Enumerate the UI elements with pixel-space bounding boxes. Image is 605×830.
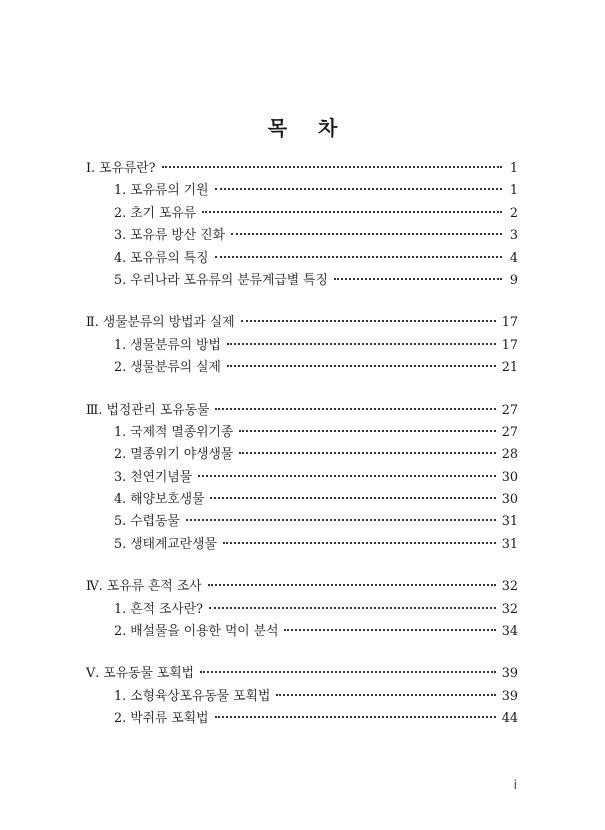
toc-entry-page: 34 xyxy=(501,624,518,640)
toc-subentry[interactable] xyxy=(86,180,518,202)
toc-entry-page: 27 xyxy=(501,424,518,440)
toc-entry-label: 5. 생태계교란생물 xyxy=(114,536,217,552)
toc-chapter-entry[interactable] xyxy=(86,158,518,180)
page-folio: i xyxy=(513,778,517,792)
toc-subentry[interactable] xyxy=(86,335,518,357)
toc-subentry[interactable] xyxy=(86,534,518,556)
toc-entry-page: 32 xyxy=(501,601,518,617)
toc-entry-label: Ⅴ. 포유동물 포획법 xyxy=(86,666,194,682)
toc-subentry[interactable] xyxy=(86,203,518,225)
toc-entry-label: 2. 생물분류의 실제 xyxy=(114,360,221,376)
toc-entry-label: Ⅳ. 포유류 흔적 조사 xyxy=(86,579,202,595)
dot-leader xyxy=(202,211,502,213)
toc-entry-page: 31 xyxy=(501,536,518,552)
toc-entry-label: 1. 흔적 조사란? xyxy=(114,601,204,617)
toc-entry-label: 2. 초기 포유류 xyxy=(114,205,197,221)
dot-leader xyxy=(210,497,495,499)
toc-subentry[interactable] xyxy=(86,708,518,730)
toc-entry-label: Ⅱ. 생물분류의 방법과 실제 xyxy=(86,315,235,331)
dot-leader xyxy=(215,188,502,190)
toc-section-2 xyxy=(86,312,518,379)
dot-leader xyxy=(227,365,496,367)
toc-entry-label: Ⅰ. 포유류란? xyxy=(86,161,156,176)
toc-entry-page: 30 xyxy=(501,469,518,485)
dot-leader xyxy=(208,584,496,586)
toc-entry-page: 21 xyxy=(501,360,518,376)
toc-entry-page: 17 xyxy=(501,337,518,353)
toc-entry-page: 2 xyxy=(509,205,518,221)
toc-section-3 xyxy=(86,400,518,557)
toc-entry-label: 5. 우리나라 포유류의 분류계급별 특징 xyxy=(114,272,328,288)
dot-leader xyxy=(215,256,502,258)
toc-entry-label: 4. 포유류의 특징 xyxy=(114,250,209,266)
toc-subentry[interactable] xyxy=(86,357,518,379)
toc-subentry[interactable] xyxy=(86,467,518,489)
toc-entry-page: 1 xyxy=(509,161,518,176)
toc-subentry[interactable] xyxy=(86,270,518,292)
toc-entry-page: 39 xyxy=(501,666,518,682)
dot-leader xyxy=(334,278,502,280)
dot-leader xyxy=(215,408,495,410)
dot-leader xyxy=(186,519,496,521)
toc-section-1 xyxy=(86,158,518,292)
toc-chapter-entry[interactable] xyxy=(86,576,518,598)
dot-leader xyxy=(200,671,496,673)
toc-subentry[interactable] xyxy=(86,248,518,270)
toc-entry-label: 5. 수렵동물 xyxy=(114,514,180,530)
dot-leader xyxy=(241,320,496,322)
dot-leader xyxy=(209,607,496,609)
toc-title: 목 차 xyxy=(267,116,350,140)
toc-entry-label: 1. 포유류의 기원 xyxy=(114,183,209,199)
dot-leader xyxy=(162,166,503,168)
toc-chapter-entry[interactable] xyxy=(86,312,518,334)
toc-entry-page: 17 xyxy=(501,315,518,331)
dot-leader xyxy=(223,542,496,544)
dot-leader xyxy=(276,694,495,696)
toc-entry-page: 44 xyxy=(501,711,518,727)
toc-entry-label: Ⅲ. 법정관리 포유동물 xyxy=(86,402,210,418)
toc-entry-label: 2. 박쥐류 포획법 xyxy=(114,711,209,727)
toc-subentry[interactable] xyxy=(86,686,518,708)
table-of-contents xyxy=(86,158,518,751)
dot-leader xyxy=(284,629,495,631)
toc-entry-page: 9 xyxy=(509,272,518,288)
toc-entry-label: 3. 천연기념물 xyxy=(114,469,193,485)
toc-entry-label: 2. 배설물을 이용한 먹이 분석 xyxy=(114,624,279,640)
toc-subentry[interactable] xyxy=(86,621,518,643)
toc-subentry[interactable] xyxy=(86,444,518,466)
dot-leader xyxy=(239,452,495,454)
dot-leader xyxy=(198,475,496,477)
toc-entry-page: 31 xyxy=(501,514,518,530)
toc-subentry[interactable] xyxy=(86,225,518,247)
toc-section-5 xyxy=(86,663,518,730)
toc-subentry[interactable] xyxy=(86,511,518,533)
dot-leader xyxy=(239,430,495,432)
toc-subentry[interactable] xyxy=(86,599,518,621)
toc-chapter-entry[interactable] xyxy=(86,400,518,422)
toc-section-4 xyxy=(86,576,518,643)
toc-subentry[interactable] xyxy=(86,489,518,511)
toc-entry-label: 3. 포유류 방산 진화 xyxy=(114,228,225,244)
toc-entry-page: 30 xyxy=(501,492,518,508)
toc-entry-page: 28 xyxy=(501,447,518,463)
toc-entry-page: 4 xyxy=(509,250,518,266)
dot-leader xyxy=(215,716,496,718)
toc-entry-page: 3 xyxy=(509,228,518,244)
toc-entry-label: 1. 국제적 멸종위기종 xyxy=(114,424,234,440)
toc-entry-label: 1. 생물분류의 방법 xyxy=(114,337,221,353)
toc-chapter-entry[interactable] xyxy=(86,663,518,685)
dot-leader xyxy=(227,343,496,345)
toc-entry-page: 27 xyxy=(501,402,518,418)
toc-subentry[interactable] xyxy=(86,422,518,444)
dot-leader xyxy=(231,233,502,235)
toc-entry-label: 1. 소형육상포유동물 포획법 xyxy=(114,688,271,704)
toc-entry-page: 1 xyxy=(509,183,518,199)
toc-entry-page: 39 xyxy=(501,688,518,704)
toc-entry-label: 4. 해양보호생물 xyxy=(114,492,205,508)
toc-entry-page: 32 xyxy=(501,579,518,595)
toc-entry-label: 2. 멸종위기 야생생물 xyxy=(114,447,234,463)
